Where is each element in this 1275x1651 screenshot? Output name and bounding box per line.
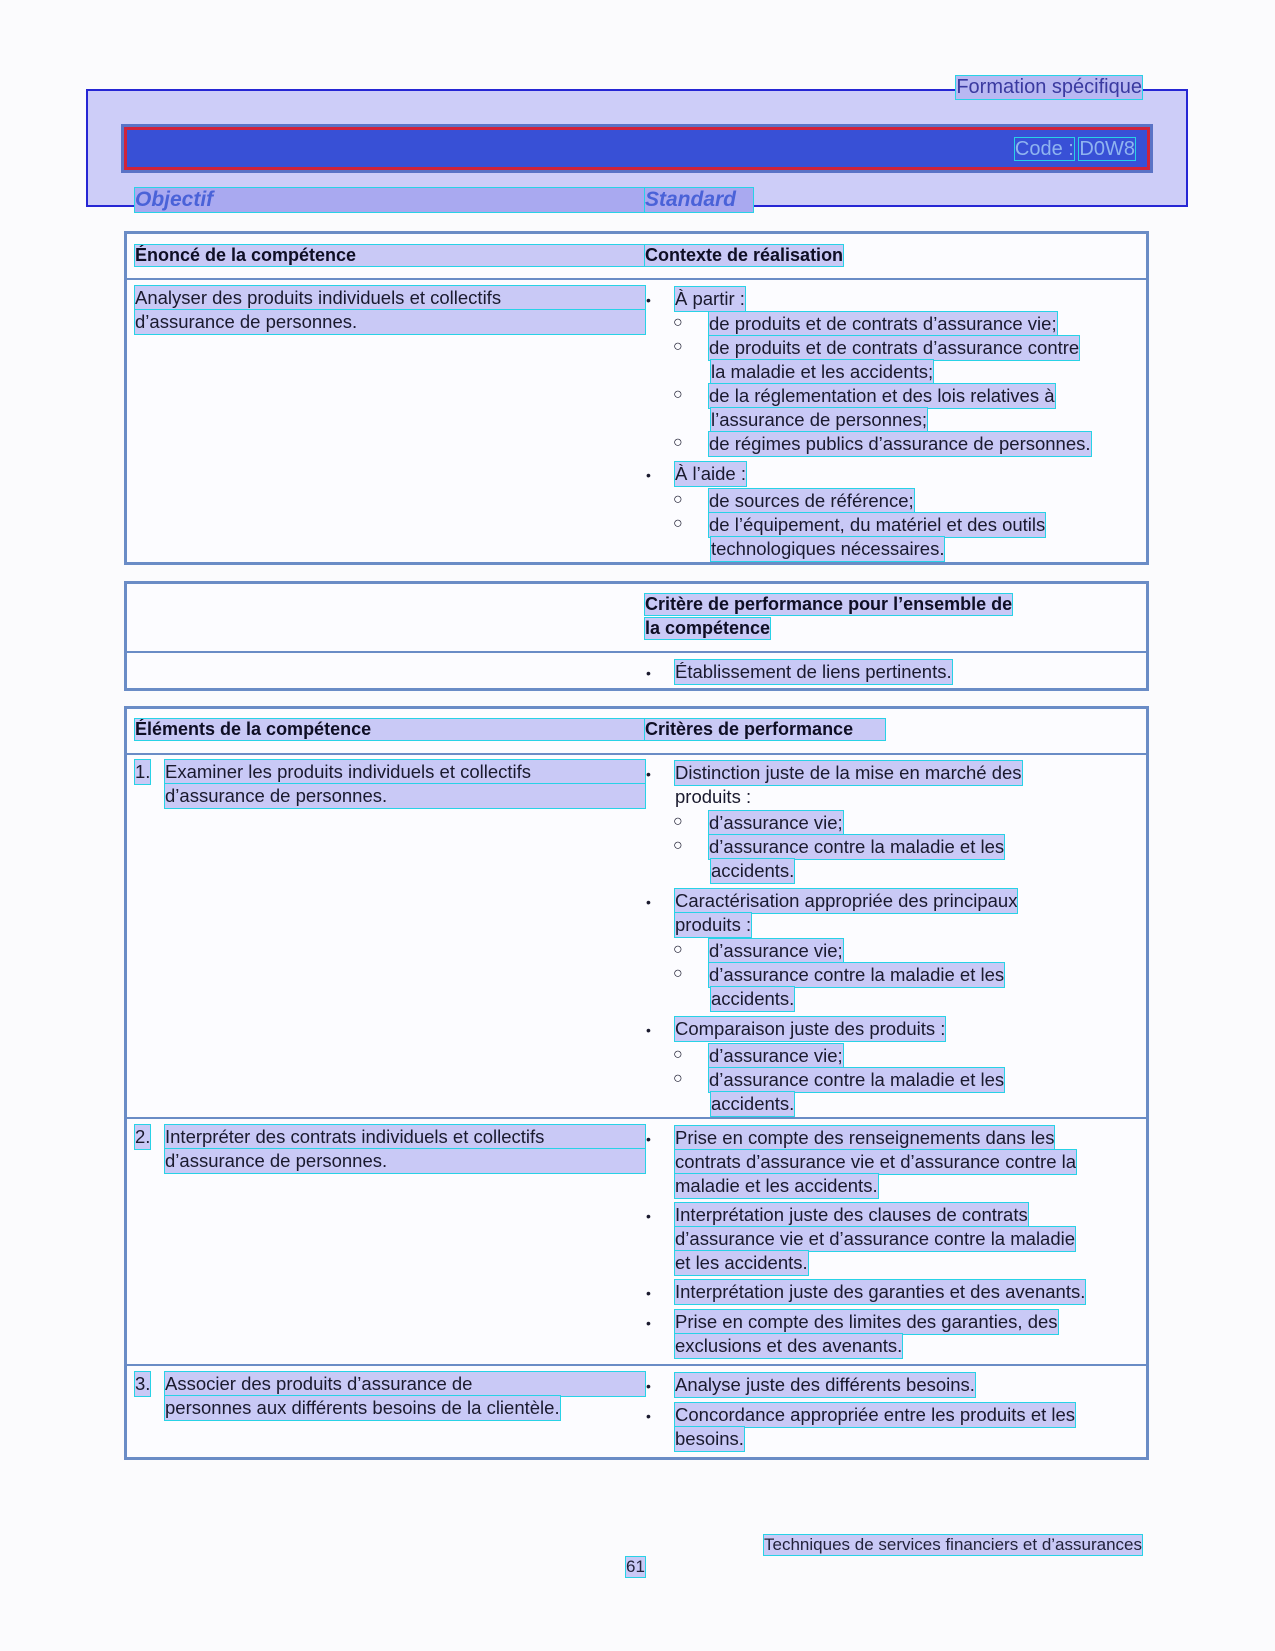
element-number: 2. — [135, 1126, 151, 1147]
a-partir-label: À partir : — [675, 288, 745, 309]
contexte-item-cont: technologiques nécessaires. — [711, 538, 945, 559]
elements-header: Éléments de la compétence — [135, 719, 645, 740]
a-laide-label: À l’aide : — [675, 463, 746, 484]
critere-subitem: d’assurance vie; — [709, 1045, 843, 1066]
contexte-item: de produits et de contrats d’assurance contre — [709, 337, 1080, 358]
circle-bullet-icon: ○ — [673, 515, 683, 532]
circle-bullet-icon: ○ — [673, 1070, 683, 1087]
circle-bullet-icon: ○ — [673, 837, 683, 854]
circle-bullet-icon: ○ — [673, 386, 683, 403]
critere-ensemble-header-1: Critère de performance pour l’ensemble de — [645, 594, 1013, 614]
criteres-header: Critères de performance — [645, 719, 885, 740]
bullet-icon: • — [646, 1208, 651, 1224]
circle-bullet-icon: ○ — [673, 941, 683, 958]
element-number: 3. — [135, 1373, 151, 1394]
critere-subitem: d’assurance vie; — [709, 812, 843, 833]
critere-subitem: d’assurance contre la maladie et les — [709, 836, 1005, 857]
critere-item: Prise en compte des renseignements dans les — [675, 1127, 1055, 1148]
critere-ensemble-item: Établissement de liens pertinents. — [675, 661, 952, 682]
bullet-icon: • — [646, 1131, 651, 1147]
formation-label: Formation spécifique — [956, 76, 1142, 98]
row-divider — [127, 1364, 1146, 1366]
contexte-item: de sources de référence; — [709, 490, 914, 511]
contexte-header: Contexte de réalisation — [645, 245, 844, 265]
page-number: 61 — [626, 1557, 645, 1576]
critere-item-cont: d’assurance vie et d’assurance contre la maladie — [675, 1228, 1076, 1249]
code-label — [1015, 138, 1135, 161]
contexte-item: de régimes publics d’assurance de personnes. — [709, 433, 1091, 454]
element-text-2: d’assurance de personnes. — [165, 1149, 645, 1173]
circle-bullet-icon: ○ — [673, 434, 683, 451]
element-text-2: personnes aux différents besoins de la clientèle. — [165, 1397, 560, 1418]
circle-bullet-icon: ○ — [673, 1046, 683, 1063]
table-divider — [127, 278, 1146, 280]
bullet-icon: • — [646, 1378, 651, 1394]
objectif-title: Objectif — [135, 188, 647, 212]
critere-subitem-cont: accidents. — [711, 1093, 795, 1114]
critere-ensemble-header-2: la compétence — [645, 618, 771, 638]
critere-item-cont: besoins. — [675, 1428, 744, 1449]
bullet-icon: • — [646, 665, 651, 681]
standard-title: Standard — [645, 188, 753, 212]
critere-subitem-cont: accidents. — [711, 988, 795, 1009]
enonce-text-1: Analyser des produits individuels et collectifs — [135, 286, 645, 310]
bullet-icon: • — [646, 766, 651, 782]
contexte-item-cont: la maladie et les accidents; — [711, 361, 934, 382]
critere-item: Distinction juste de la mise en marché des — [675, 762, 1022, 783]
critere-subitem: d’assurance vie; — [709, 940, 843, 961]
critere-item-cont: et les accidents. — [675, 1252, 808, 1273]
critere-item: Concordance appropriée entre les produits et les — [675, 1404, 1076, 1425]
element-text-2: d’assurance de personnes. — [165, 784, 645, 808]
critere-item-cont: contrats d’assurance vie et d’assurance contre la — [675, 1151, 1077, 1172]
enonce-header: Énoncé de la compétence — [135, 245, 645, 266]
element-number: 1. — [135, 761, 151, 782]
enonce-text-2: d’assurance de personnes. — [135, 310, 645, 334]
footer-program: Techniques de services financiers et d’assurances — [764, 1535, 1142, 1554]
code-label-text: Code : — [1014, 138, 1074, 160]
critere-item: Caractérisation appropriée des principaux — [675, 890, 1018, 911]
circle-bullet-icon: ○ — [673, 965, 683, 982]
critere-item-cont: maladie et les accidents. — [675, 1175, 878, 1196]
table-divider — [127, 753, 1146, 755]
bullet-icon: • — [646, 894, 651, 910]
element-text-1: Interpréter des contrats individuels et collectifs — [165, 1125, 645, 1149]
row-divider — [127, 1117, 1146, 1119]
bullet-icon: • — [646, 292, 651, 308]
critere-item: Interprétation juste des clauses de contrats — [675, 1204, 1028, 1225]
element-text-1: Examiner les produits individuels et collectifs — [165, 760, 645, 784]
bullet-icon: • — [646, 467, 651, 483]
contexte-item-cont: l’assurance de personnes; — [711, 409, 927, 430]
code-bar — [124, 127, 1150, 170]
critere-item: Interprétation juste des garanties et des avenants. — [675, 1281, 1086, 1302]
critere-subitem: d’assurance contre la maladie et les — [709, 1069, 1005, 1090]
critere-subitem: d’assurance contre la maladie et les — [709, 964, 1005, 985]
contexte-item: de la réglementation et des lois relatives à — [709, 385, 1055, 406]
code-value: D0W8 — [1079, 138, 1135, 160]
contexte-item: de l’équipement, du matériel et des outils — [709, 514, 1046, 535]
element-text-1: Associer des produits d’assurance de — [165, 1372, 645, 1396]
bullet-icon: • — [646, 1408, 651, 1424]
circle-bullet-icon: ○ — [673, 338, 683, 355]
critere-subitem-cont: accidents. — [711, 860, 795, 881]
critere-item: Prise en compte des limites des garanties, des — [675, 1311, 1058, 1332]
critere-item-cont: exclusions et des avenants. — [675, 1335, 903, 1356]
critere-item: Comparaison juste des produits : — [675, 1018, 946, 1039]
bullet-icon: • — [646, 1285, 651, 1301]
critere-item-cont: produits : — [675, 786, 752, 807]
bullet-icon: • — [646, 1022, 651, 1038]
bullet-icon: • — [646, 1315, 651, 1331]
contexte-item: de produits et de contrats d’assurance vie; — [709, 313, 1057, 334]
critere-item-cont: produits : — [675, 914, 752, 935]
circle-bullet-icon: ○ — [673, 491, 683, 508]
circle-bullet-icon: ○ — [673, 813, 683, 830]
circle-bullet-icon: ○ — [673, 314, 683, 331]
table-divider — [127, 651, 1146, 653]
critere-item: Analyse juste des différents besoins. — [675, 1374, 975, 1395]
